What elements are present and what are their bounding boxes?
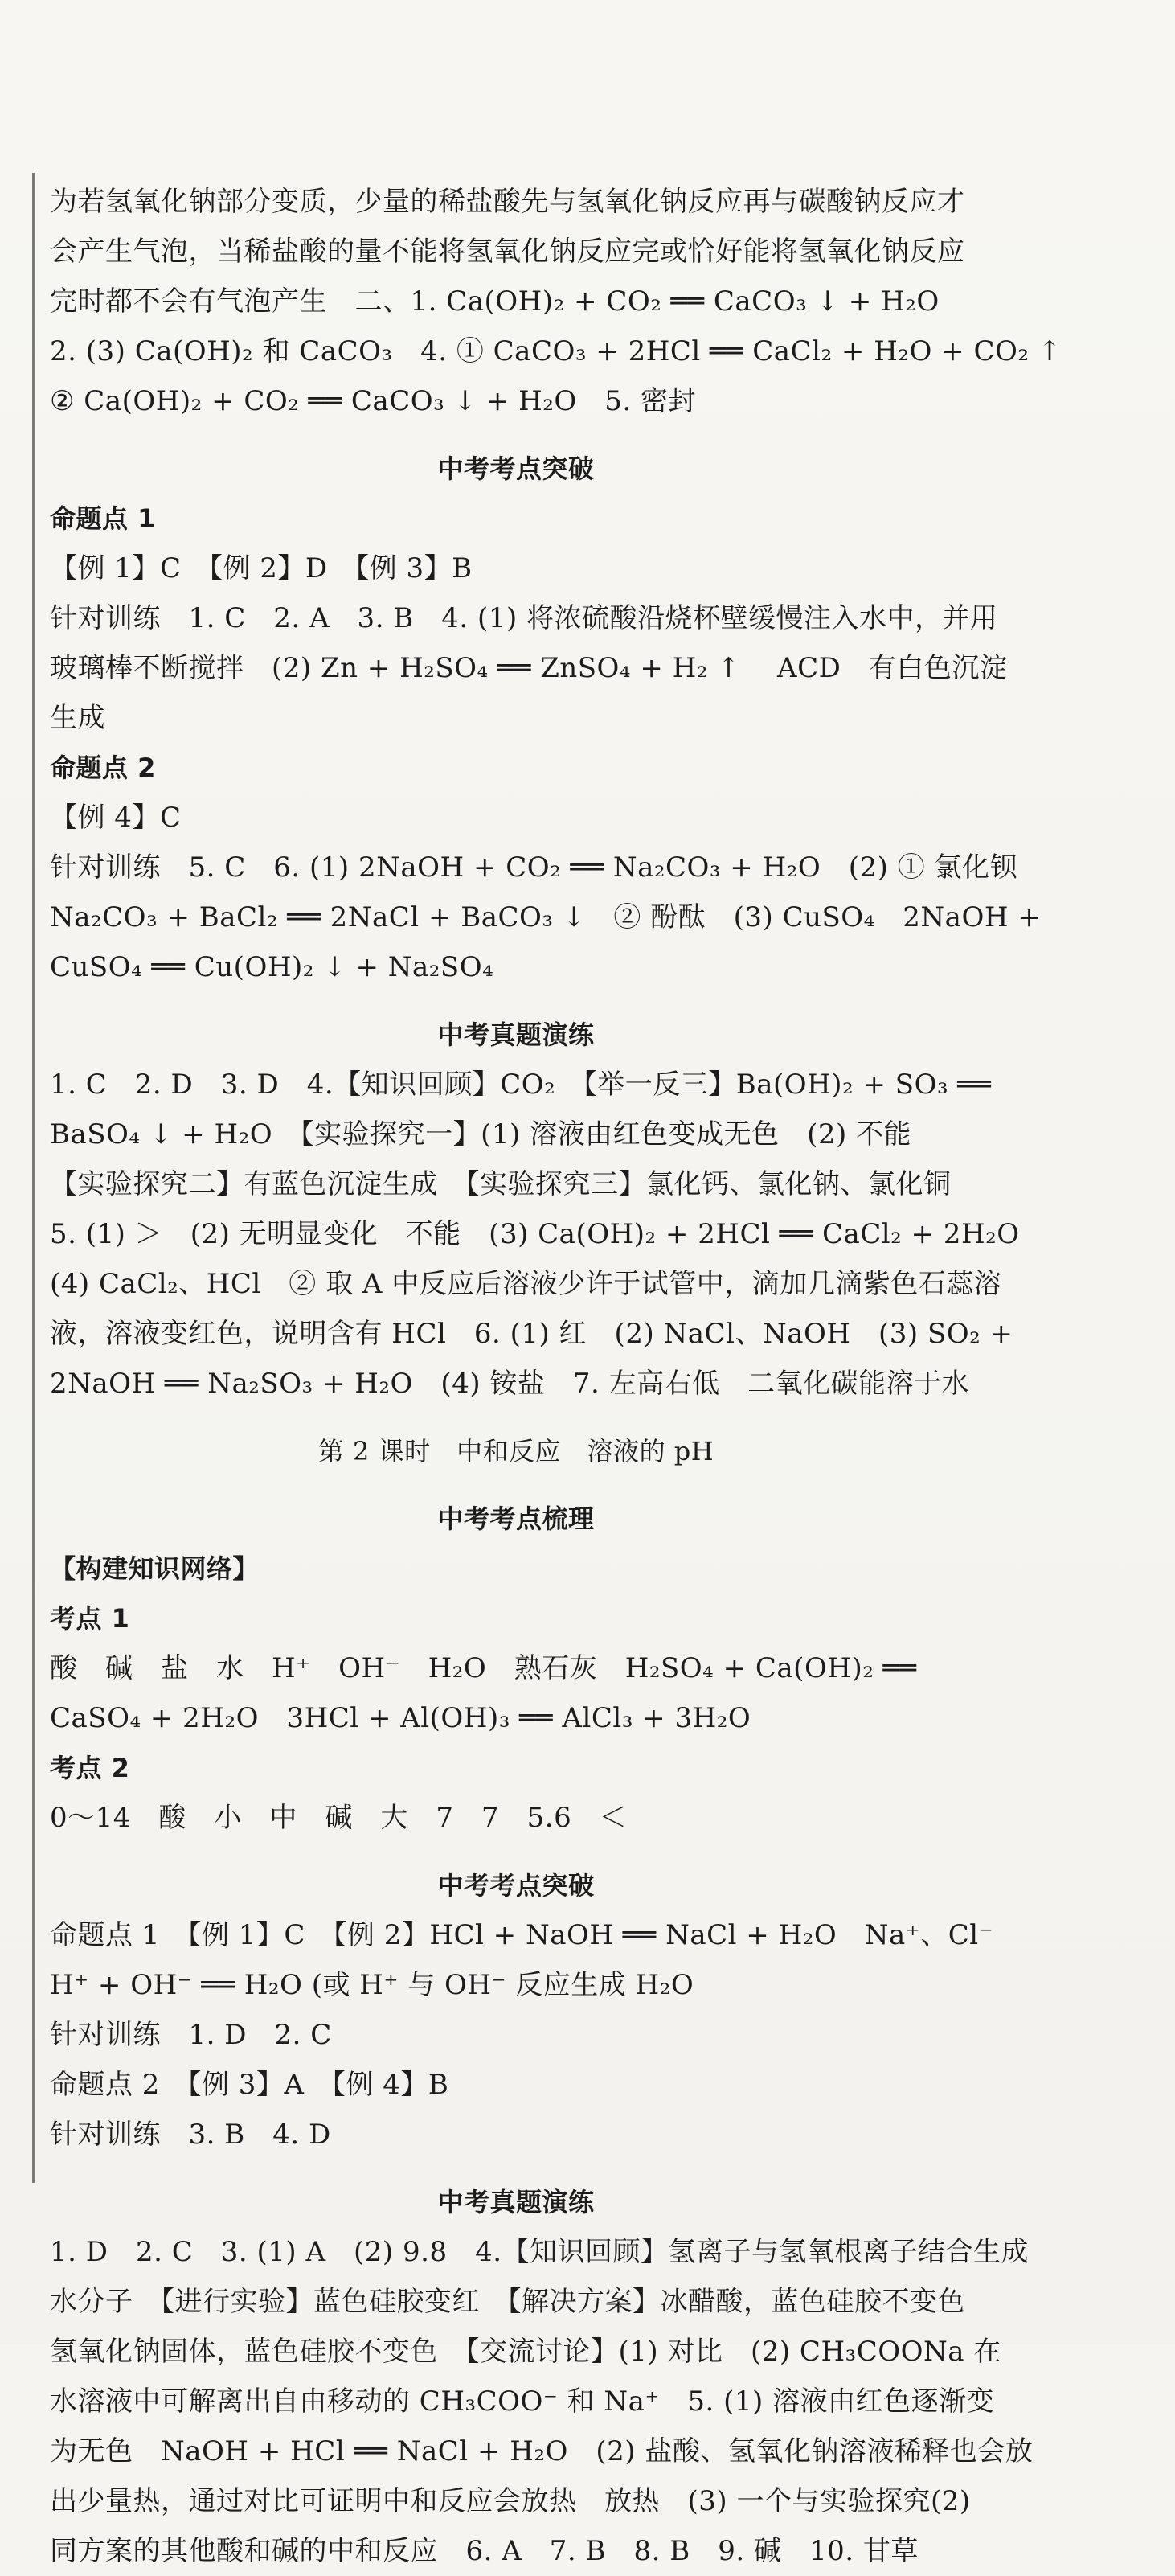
- topic-label: 【构建知识网络】: [50, 1553, 260, 1584]
- section-gap: [50, 992, 982, 1010]
- answer-line: 玻璃棒不断搅拌 (2) Zn + H₂SO₄ ══ ZnSO₄ + H₂ ↑ ACD 有白色沉淀: [50, 652, 1008, 684]
- section-gap: [50, 426, 982, 444]
- answer-line: BaSO₄ ↓ + H₂O 【实验探究一】(1) 溶液由红色变成无色 (2) 不能: [50, 1118, 912, 1151]
- answer-line: 命题点 1 【例 1】C 【例 2】HCl + NaOH ══ NaCl + H₂O Na⁺、Cl⁻: [50, 1919, 994, 1951]
- answer-line: H⁺ + OH⁻ ══ H₂O (或 H⁺ 与 OH⁻ 反应生成 H₂O: [50, 1969, 694, 2001]
- answer-line: 生成: [50, 702, 105, 734]
- answer-line: ② Ca(OH)₂ + CO₂ ══ CaCO₃ ↓ + H₂O 5. 密封: [50, 385, 697, 417]
- answer-text-column: [50, 177, 1062, 2576]
- section-gap: [50, 1409, 982, 1426]
- section-heading: 中考真题演练: [437, 2187, 595, 2217]
- answer-line: 命题点 2 【例 3】A 【例 4】B: [50, 2069, 449, 2101]
- topic-label: 考点 1: [50, 1603, 130, 1634]
- answer-line: 针对训练 5. C 6. (1) 2NaOH + CO₂ ══ Na₂CO₃ + H₂O (2) ① 氯化钡: [50, 851, 1018, 884]
- answer-line: 氢氧化钠固体，蓝色硅胶不变色 【交流讨论】(1) 对比 (2) CH₃COONa 在: [50, 2336, 1001, 2368]
- section-gap: [50, 2160, 982, 2177]
- answer-line: 同方案的其他酸和碱的中和反应 6. A 7. B 8. B 9. 碱 10. 甘草: [50, 2535, 919, 2567]
- answer-line: 针对训练 1. C 2. A 3. B 4. (1) 将浓硫酸沿烧杯壁缓慢注入水中，并用: [50, 602, 998, 634]
- answer-line: CaSO₄ + 2H₂O 3HCl + Al(OH)₃ ══ AlCl₃ + 3H₂O: [50, 1702, 751, 1734]
- answer-line: 【实验探究二】有蓝色沉淀生成 【实验探究三】氯化钙、氯化钠、氯化铜: [50, 1168, 952, 1200]
- answer-line: (4) CaCl₂、HCl ② 取 A 中反应后溶液少许于试管中，滴加几滴紫色石蕊溶: [50, 1268, 1002, 1300]
- section-heading: 中考考点梳理: [437, 1503, 595, 1534]
- answer-line: 为若氢氧化钠部分变质，少量的稀盐酸先与氢氧化钠反应再与碳酸钠反应才: [50, 186, 965, 218]
- answer-line: 液，溶液变红色，说明含有 HCl 6. (1) 红 (2) NaCl、NaOH (3) SO₂ +: [50, 1318, 1013, 1350]
- answer-line: 完时都不会有气泡产生 二、1. Ca(OH)₂ + CO₂ ══ CaCO₃ ↓ + H₂O: [50, 285, 940, 318]
- section-heading: 中考真题演练: [437, 1019, 595, 1050]
- answer-line: 2. (3) Ca(OH)₂ 和 CaCO₃ 4. ① CaCO₃ + 2HCl ══ CaCl₂ + H₂O + CO₂ ↑: [50, 335, 1062, 367]
- answer-line: 酸 碱 盐 水 H⁺ OH⁻ H₂O 熟石灰 H₂SO₄ + Ca(OH)₂ ══: [50, 1652, 917, 1684]
- answer-line: 2NaOH ══ Na₂SO₃ + H₂O (4) 铵盐 7. 左高右低 二氧化碳能溶于水: [50, 1368, 970, 1400]
- section-gap: [50, 1843, 982, 1860]
- answer-line: CuSO₄ ══ Cu(OH)₂ ↓ + Na₂SO₄: [50, 951, 494, 983]
- topic-label: 命题点 2: [50, 753, 156, 783]
- lesson-heading: 第 2 课时 中和反应 溶液的 pH: [317, 1436, 714, 1466]
- section-gap: [50, 1476, 982, 1494]
- answer-line: 5. (1) ＞ (2) 无明显变化 不能 (3) Ca(OH)₂ + 2HCl ══ CaCl₂ + 2H₂O: [50, 1218, 1020, 1250]
- answer-line: 水分子 【进行实验】蓝色硅胶变红 【解决方案】冰醋酸，蓝色硅胶不变色: [50, 2286, 965, 2318]
- answer-line: Na₂CO₃ + BaCl₂ ══ 2NaCl + BaCO₃ ↓ ② 酚酞 (3) CuSO₄ 2NaOH +: [50, 901, 1042, 933]
- section-heading: 中考考点突破: [437, 453, 595, 484]
- answer-line: 1. C 2. D 3. D 4.【知识回顾】CO₂ 【举一反三】Ba(OH)₂ + SO₃ ══: [50, 1069, 992, 1101]
- topic-label: 命题点 1: [50, 503, 156, 534]
- answer-line: 出少量热，通过对比可证明中和反应会放热 放热 (3) 一个与实验探究(2): [50, 2485, 971, 2517]
- answer-line: 针对训练 3. B 4. D: [50, 2119, 331, 2151]
- left-margin-rule: [32, 173, 35, 2183]
- answer-line: 会产生气泡，当稀盐酸的量不能将氢氧化钠反应完或恰好能将氢氧化钠反应: [50, 236, 965, 268]
- answer-line: 针对训练 1. D 2. C: [50, 2019, 332, 2051]
- topic-label: 考点 2: [50, 1753, 130, 1783]
- answer-line: 为无色 NaOH + HCl ══ NaCl + H₂O (2) 盐酸、氢氧化钠溶液稀释也会放: [50, 2435, 1034, 2467]
- answer-line: 1. D 2. C 3. (1) A (2) 9.8 4.【知识回顾】氢离子与氢氧根离子结合生成: [50, 2236, 1030, 2268]
- answer-line: 【例 1】C 【例 2】D 【例 3】B: [50, 552, 473, 585]
- answer-line: 水溶液中可解离出自由移动的 CH₃COO⁻ 和 Na⁺ 5. (1) 溶液由红色逐渐变: [50, 2385, 995, 2418]
- answer-line: 【例 4】C: [50, 802, 182, 834]
- answer-line: 0～14 酸 小 中 碱 大 7 7 5.6 ＜: [50, 1802, 628, 1834]
- section-heading: 中考考点突破: [437, 1870, 595, 1901]
